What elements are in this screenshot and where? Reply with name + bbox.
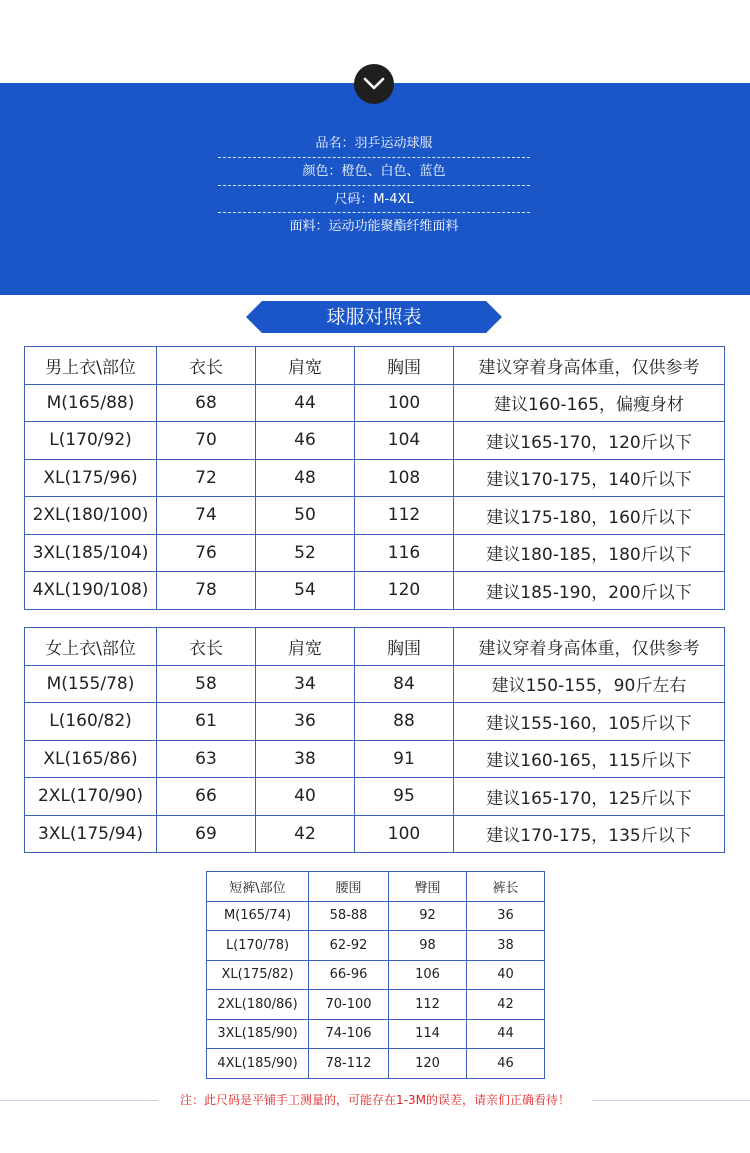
table-row xyxy=(25,665,725,703)
table-cell: 36 xyxy=(256,703,355,741)
table-header-cell: 肩宽 xyxy=(256,347,355,385)
table-cell: 70-100 xyxy=(309,990,389,1020)
table-cell: 建议180-185，180斤以下 xyxy=(454,534,725,572)
table-cell: 95 xyxy=(355,778,454,816)
table-cell: XL(175/82) xyxy=(207,960,309,990)
table-cell: 120 xyxy=(389,1049,467,1079)
table-cell: M(155/78) xyxy=(25,665,157,703)
table-cell: 92 xyxy=(389,901,467,931)
table-cell: L(170/78) xyxy=(207,931,309,961)
table-cell: 2XL(180/86) xyxy=(207,990,309,1020)
table-cell: 114 xyxy=(389,1019,467,1049)
product-name: 品名：羽乒运动球服 xyxy=(315,136,433,151)
table-cell: 42 xyxy=(467,990,545,1020)
table-cell: 70 xyxy=(157,422,256,460)
product-size: 尺码：M-4XL xyxy=(334,192,414,207)
table-cell: 建议160-165，偏瘦身材 xyxy=(454,384,725,422)
table-cell: 建议150-155，90斤左右 xyxy=(454,665,725,703)
table-header-cell: 裤长 xyxy=(467,872,545,902)
table-row xyxy=(25,384,725,422)
table-row xyxy=(207,901,545,931)
table-header-row xyxy=(25,628,725,666)
table-cell: 34 xyxy=(256,665,355,703)
women-size-table xyxy=(24,627,725,853)
table-cell: 108 xyxy=(355,459,454,497)
table-cell: 76 xyxy=(157,534,256,572)
note-divider-right xyxy=(592,1100,750,1101)
table-cell: 44 xyxy=(467,1019,545,1049)
shorts-size-table xyxy=(206,871,545,1079)
table-cell: L(170/92) xyxy=(25,422,157,460)
table-header-row xyxy=(25,347,725,385)
table-cell: 2XL(180/100) xyxy=(25,497,157,535)
table-header-cell: 短裤\部位 xyxy=(207,872,309,902)
table-cell: 72 xyxy=(157,459,256,497)
table-cell: 46 xyxy=(256,422,355,460)
product-color: 颜色：橙色、白色、蓝色 xyxy=(302,164,446,179)
table-cell: 50 xyxy=(256,497,355,535)
table-cell: 120 xyxy=(355,572,454,610)
table-cell: 3XL(185/104) xyxy=(25,534,157,572)
table-header-cell: 衣长 xyxy=(157,628,256,666)
table-cell: 63 xyxy=(157,740,256,778)
table-cell: 106 xyxy=(389,960,467,990)
table-cell: 104 xyxy=(355,422,454,460)
table-header-cell: 腰围 xyxy=(309,872,389,902)
table-header-row xyxy=(207,872,545,902)
table-row xyxy=(207,931,545,961)
table-header-cell: 女上衣\部位 xyxy=(25,628,157,666)
product-fabric: 面料：运动功能聚酯纤维面料 xyxy=(289,219,459,234)
table-cell: 69 xyxy=(157,815,256,853)
table-row xyxy=(25,815,725,853)
table-header-cell: 胸围 xyxy=(355,347,454,385)
measurement-note: 注：此尺码是平铺手工测量的，可能存在1-3M的误差，请亲们正确看待！ xyxy=(180,1093,570,1107)
men-size-table xyxy=(24,346,725,610)
table-header-cell: 肩宽 xyxy=(256,628,355,666)
table-cell: 建议155-160，105斤以下 xyxy=(454,703,725,741)
table-cell: 建议165-170，120斤以下 xyxy=(454,422,725,460)
table-row xyxy=(25,497,725,535)
table-cell: 建议165-170，125斤以下 xyxy=(454,778,725,816)
table-cell: 61 xyxy=(157,703,256,741)
table-cell: 116 xyxy=(355,534,454,572)
table-row xyxy=(25,740,725,778)
table-cell: 74 xyxy=(157,497,256,535)
table-header-cell: 胸围 xyxy=(355,628,454,666)
divider xyxy=(218,185,530,186)
table-cell: 44 xyxy=(256,384,355,422)
table-row xyxy=(207,1049,545,1079)
table-cell: 52 xyxy=(256,534,355,572)
table-row xyxy=(25,459,725,497)
note-divider-left xyxy=(0,1100,158,1101)
table-cell: 3XL(185/90) xyxy=(207,1019,309,1049)
table-row xyxy=(25,778,725,816)
table-cell: 112 xyxy=(389,990,467,1020)
table-row xyxy=(207,990,545,1020)
table-cell: 2XL(170/90) xyxy=(25,778,157,816)
table-cell: 建议160-165，115斤以下 xyxy=(454,740,725,778)
table-cell: 38 xyxy=(256,740,355,778)
table-cell: 68 xyxy=(157,384,256,422)
table-cell: 4XL(190/108) xyxy=(25,572,157,610)
table-cell: 58-88 xyxy=(309,901,389,931)
table-cell: XL(175/96) xyxy=(25,459,157,497)
divider xyxy=(218,212,530,213)
table-cell: 建议170-175，140斤以下 xyxy=(454,459,725,497)
table-cell: 58 xyxy=(157,665,256,703)
table-cell: 54 xyxy=(256,572,355,610)
table-cell: 78 xyxy=(157,572,256,610)
table-row xyxy=(207,1019,545,1049)
table-cell: XL(165/86) xyxy=(25,740,157,778)
table-header-cell: 衣长 xyxy=(157,347,256,385)
table-header-cell: 建议穿着身高体重，仅供参考 xyxy=(454,347,725,385)
table-header-cell: 臀围 xyxy=(389,872,467,902)
section-title: 球服对照表 xyxy=(326,306,422,328)
table-cell: 84 xyxy=(355,665,454,703)
table-cell: 40 xyxy=(256,778,355,816)
table-cell: 46 xyxy=(467,1049,545,1079)
divider xyxy=(218,157,530,158)
table-cell: 62-92 xyxy=(309,931,389,961)
table-cell: 100 xyxy=(355,815,454,853)
table-cell: 建议185-190，200斤以下 xyxy=(454,572,725,610)
table-cell: 100 xyxy=(355,384,454,422)
table-row xyxy=(25,703,725,741)
table-cell: 4XL(185/90) xyxy=(207,1049,309,1079)
table-header-cell: 男上衣\部位 xyxy=(25,347,157,385)
table-cell: 98 xyxy=(389,931,467,961)
table-cell: L(160/82) xyxy=(25,703,157,741)
table-cell: 112 xyxy=(355,497,454,535)
table-cell: 74-106 xyxy=(309,1019,389,1049)
table-cell: 48 xyxy=(256,459,355,497)
table-cell: 66-96 xyxy=(309,960,389,990)
table-cell: 78-112 xyxy=(309,1049,389,1079)
table-cell: 建议170-175，135斤以下 xyxy=(454,815,725,853)
table-header-cell: 建议穿着身高体重，仅供参考 xyxy=(454,628,725,666)
table-cell: M(165/88) xyxy=(25,384,157,422)
table-row xyxy=(25,572,725,610)
table-cell: 91 xyxy=(355,740,454,778)
table-cell: M(165/74) xyxy=(207,901,309,931)
section-title-banner xyxy=(246,301,502,333)
table-cell: 40 xyxy=(467,960,545,990)
table-cell: 38 xyxy=(467,931,545,961)
table-cell: 88 xyxy=(355,703,454,741)
table-cell: 建议175-180，160斤以下 xyxy=(454,497,725,535)
table-cell: 42 xyxy=(256,815,355,853)
table-cell: 66 xyxy=(157,778,256,816)
table-row xyxy=(25,534,725,572)
table-cell: 36 xyxy=(467,901,545,931)
chevron-down-icon xyxy=(354,64,394,104)
table-row xyxy=(207,960,545,990)
table-cell: 3XL(175/94) xyxy=(25,815,157,853)
table-row xyxy=(25,422,725,460)
